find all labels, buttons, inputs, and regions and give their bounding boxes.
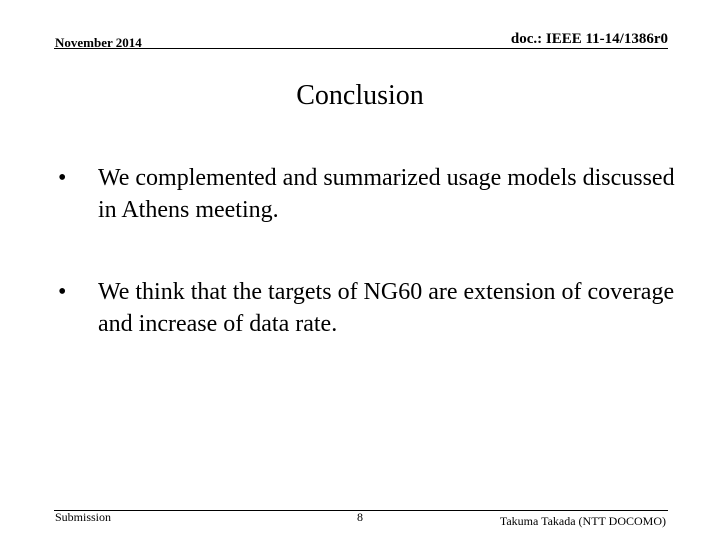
header-date: November 2014 bbox=[55, 35, 142, 50]
bullet-marker: • bbox=[58, 165, 67, 191]
header-divider bbox=[54, 48, 668, 49]
slide-title: Conclusion bbox=[296, 80, 424, 111]
footer-author: Takuma Takada (NTT DOCOMO) bbox=[499, 514, 666, 528]
bullet-item bbox=[58, 276, 688, 340]
bullet-marker: • bbox=[58, 279, 67, 305]
bullet-item bbox=[58, 162, 688, 226]
footer-submission-label: Submission bbox=[55, 510, 112, 524]
document-id: doc.: IEEE 11-14/1386r0 bbox=[510, 31, 668, 47]
bullet-text: We think that the targets of NG60 are extension of coverage and increase of data rate. bbox=[98, 279, 675, 337]
page-number: 8 bbox=[357, 510, 363, 524]
bullet-list bbox=[58, 162, 688, 390]
bullet-text: We complemented and summarized usage models discussed in Athens meeting. bbox=[98, 165, 675, 223]
